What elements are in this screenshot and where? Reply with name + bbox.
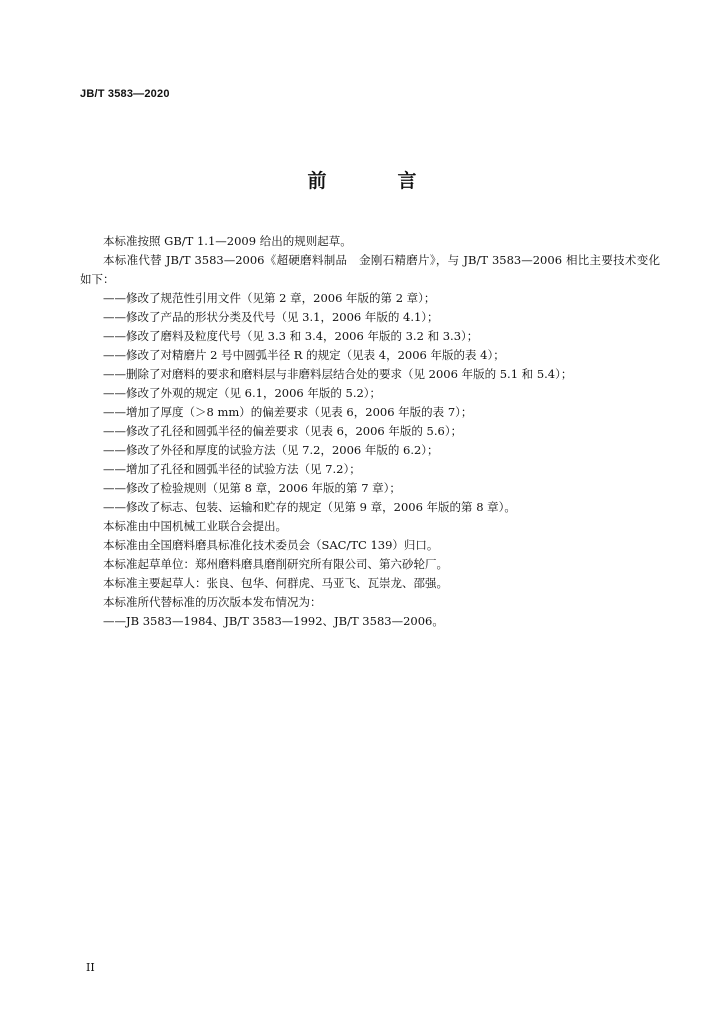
paragraph-replacement: 本标准代替 JB/T 3583—2006《超硬磨料制品 金刚石精磨片》，与 JB/T 3583—2006 相比主要技术变化如下： <box>80 253 660 286</box>
change-item: ——修改了孔径和圆弧半径的偏差要求（见表 6，2006 年版的 5.6）； <box>103 424 463 438</box>
change-item: ——修改了规范性引用文件（见第 2 章，2006 年版的第 2 章）； <box>103 291 436 305</box>
document-code: JB/T 3583—2020 <box>80 88 170 100</box>
change-item: ——修改了外观的规定（见 6.1，2006 年版的 5.2）； <box>103 386 382 400</box>
paragraph-drafting-rule: 本标准按照 GB/T 1.1—2009 给出的规则起草。 <box>103 234 352 248</box>
page-number: II <box>86 961 95 974</box>
change-item: ——删除了对磨料的要求和磨料层与非磨料层结合处的要求（见 2006 年版的 5.1 和 5.4）； <box>103 367 573 381</box>
paragraph-history-intro: 本标准所代替标准的历次版本发布情况为： <box>103 595 322 609</box>
change-item: ——修改了磨料及粒度代号（见 3.3 和 3.4，2006 年版的 3.2 和 3.3）； <box>103 329 479 343</box>
change-item: ——修改了对精磨片 2 号中圆弧半径 R 的规定（见表 4，2006 年版的表 4）； <box>103 348 505 362</box>
foreword-body <box>80 232 660 631</box>
change-item: ——修改了产品的形状分类及代号（见 3.1，2006 年版的 4.1）； <box>103 310 439 324</box>
paragraph-centralized: 本标准由全国磨料磨具标准化技术委员会（SAC/TC 139）归口。 <box>103 538 439 552</box>
change-item: ——增加了孔径和圆弧半径的试验方法（见 7.2）； <box>103 462 361 476</box>
paragraph-proposer: 本标准由中国机械工业联合会提出。 <box>103 519 287 533</box>
page-title: 前 言 <box>307 170 443 192</box>
change-item: ——修改了外径和厚度的试验方法（见 7.2，2006 年版的 6.2）； <box>103 443 439 457</box>
change-item: ——增加了厚度（＞8 mm）的偏差要求（见表 6，2006 年版的表 7）； <box>103 405 473 419</box>
change-item: ——修改了标志、包装、运输和贮存的规定（见第 9 章，2006 年版的第 8 章）。 <box>103 500 516 514</box>
paragraph-drafting-units: 本标准起草单位：郑州磨料磨具磨削研究所有限公司、第六砂轮厂。 <box>103 557 448 571</box>
history-item: ——JB 3583—1984、JB/T 3583—1992、JB/T 3583—2006。 <box>103 614 444 628</box>
change-item: ——修改了检验规则（见第 8 章，2006 年版的第 7 章）； <box>103 481 401 495</box>
paragraph-drafters: 本标准主要起草人：张良、包华、何群虎、马亚飞、瓦崇龙、邵强。 <box>103 576 448 590</box>
